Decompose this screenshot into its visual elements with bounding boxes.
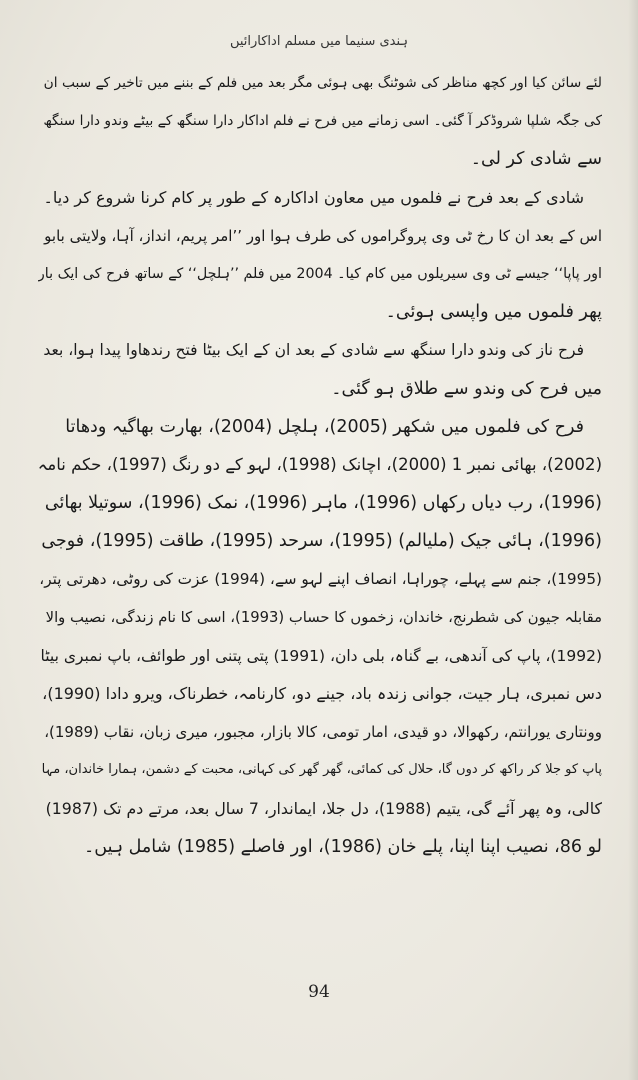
text-line: (1996)، ہائی جیک (ملیالم) (1995)، سرحد (1995)، طاقت (1995)، فوجی (41, 531, 602, 552)
text-line: (1996)، رب دیاں رکھاں (1996)، ماہر (1996)، نمک (1996)، سوتیلا بھائی (44, 493, 602, 514)
text-line: لو 86، نصیب اپنا اپنا، پلے خان (1986)، اور فاصلے (1985) شامل ہیں۔ (84, 836, 602, 857)
text-line: میں فرح کی وندو سے طلاق ہو گئی۔ (331, 378, 602, 399)
text-line: کی جگہ شلپا شروڈکر آ گئی۔ اسی زمانے میں فرح نے فلم اداکار دارا سنگھ کے بیٹے وندو دارا سنگھ (43, 113, 602, 130)
text-line: فرح کی فلموں میں شکھر (2005)، ہلچل (2004)، بھارت بھاگیہ ودھاتا (65, 416, 584, 437)
text-line: شادی کے بعد فرح نے فلموں میں معاون اداکارہ کے طور پر کام کرنا شروع کر دیا۔ (43, 187, 584, 207)
text-line: اس کے بعد ان کا رخ ٹی وی پروگراموں کی طرف ہوا اور ’’امر پریم، انداز، آہا، ولایتی بابو (44, 226, 602, 245)
text-line: لئے سائن کیا اور کچھ مناظر کی شوٹنگ بھی ہوئی مگر بعد میں فلم کے بننے میں تاخیر کے سبب ان (43, 75, 602, 91)
running-head: ہندی سنیما میں مسلم اداکارائیں (229, 34, 409, 49)
text-line: سے شادی کر لی۔ (470, 149, 602, 170)
text-line: اور پاپا‘‘ جیسے ٹی وی سیریلوں میں کام کیا۔ 2004 میں فلم ’’ہلچل‘‘ کے ساتھ فرح کی ایک بار (38, 265, 602, 282)
text-line: پھر فلموں میں واپسی ہوئی۔ (385, 302, 602, 323)
text-line: (1995)، جنم سے پہلے، چوراہا، انصاف اپنے لہو سے، (1994) عزت کی روٹی، دھرتی پتر، (39, 570, 602, 589)
page-edge-shadow (628, 0, 638, 1080)
text-line: (1992)، پاپ کی آندھی، بے گناہ، بلی دان، (1991) پتی پتنی اور طوائف، باپ نمبری بیٹا (40, 646, 602, 665)
text-line: وونتاری یورانتم، رکھوالا، دو قیدی، امار تومی، کالا بازار، مجبور، میری زبان، نقاب (1989)، (44, 723, 602, 742)
text-line: (2002)، بھائی نمبر 1 (2000)، اچانک (1998)، لہو کے دو رنگ (1997)، حکم نامہ (38, 454, 602, 474)
text-line: پاپ کو جلا کر راکھ کر دوں گا، حلال کی کمائی، گھر گھر کی کہانی، محبت کے دشمن، ہمارا خاندان، مہا (41, 762, 602, 778)
text-line: مقابلہ جیون کی شطرنج، خاندان، زخموں کا حساب (1993)، اسی کا نام زندگی، نصیب والا (45, 608, 602, 626)
page-number: 94 (308, 982, 330, 1002)
body-text (38, 64, 602, 866)
text-line: کالی، وہ پھر آئے گی، یتیم (1988)، دل جلا، ایماندار، 7 سال بعد، مرتے دم تک (1987) (45, 798, 602, 818)
text-line: دس نمبری، ہار جیت، جوانی زندہ باد، جینے دو، کارنامہ، خطرناک، ویرو دادا (1990)، (42, 684, 602, 703)
text-line: فرح ناز کی وندو دارا سنگھ سے شادی کے بعد ان کے ایک بیٹا فتح رندھاوا پیدا ہوا، بعد (43, 341, 584, 360)
